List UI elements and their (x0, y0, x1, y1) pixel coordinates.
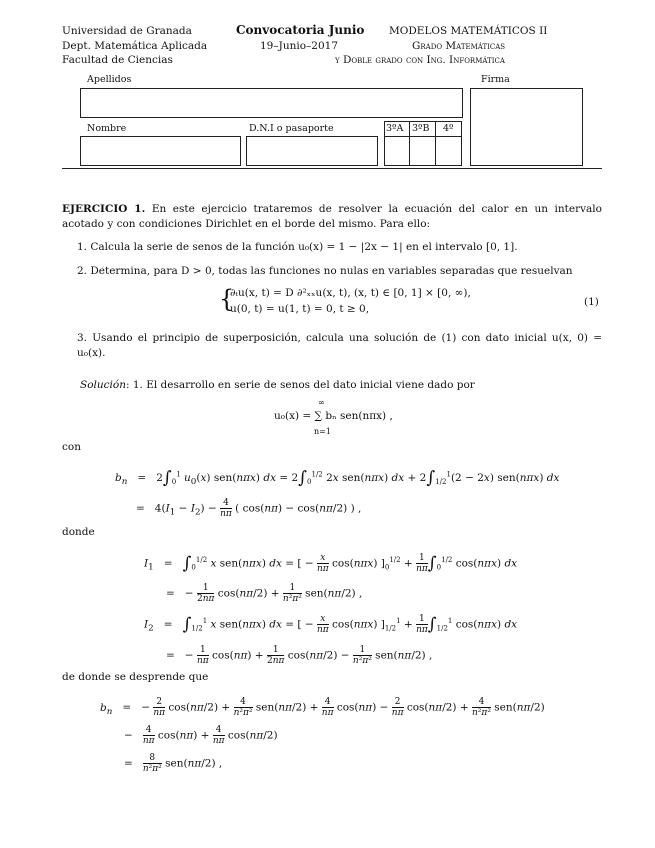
university: Universidad de Granada (62, 25, 192, 37)
nombre-field[interactable] (80, 136, 241, 166)
nombre-label: Nombre (87, 123, 127, 134)
firma-field[interactable] (470, 88, 583, 166)
bn-final-line3: = $\frac{8}{\text{n²π²}}$ sen(nπ/2) , (124, 753, 223, 774)
donde-text: donde (62, 526, 95, 538)
sum-lower: n=1 (314, 427, 331, 436)
solution-label: Solución (80, 379, 126, 391)
faculty: Facultad de Ciencias (62, 54, 173, 66)
bn-line2: = $4(I_1 - I_2)$ − $\frac{4}{n\pi}$ ( cos(nπ) − cos(nπ/2) ) , (136, 498, 362, 519)
solution-intro-text: : 1. El desarrollo en serie de senos del dato inicial viene dado por (125, 379, 475, 391)
degree-line1: Grado Matemáticas (412, 40, 506, 52)
apellidos-label: Apellidos (87, 74, 132, 85)
exercise-item-3: 3. Usando el principio de superposición, calcula una solución de (1) con dato inicial u(x, 0) = u₀(x). (77, 332, 602, 359)
header-rule (62, 168, 602, 169)
equation-number: (1) (584, 296, 599, 308)
exercise-intro-text: En este ejercicio trataremos de resolver la ecuación del calor en un intervalo acotado y con condiciones Dirichlet en el borde del mismo. Para ello: (62, 203, 602, 230)
system-eq1: ∂ₜu(x, t) = D ∂²ₓₓu(x, t), (x, t) ∈ [0, 1] × [0, ∞), (230, 287, 471, 299)
firma-label: Firma (481, 74, 510, 85)
sum-upper: ∞ (318, 398, 325, 407)
solution-intro (80, 378, 602, 393)
dni-label: D.N.I o pasaporte (249, 123, 334, 134)
exercise-intro (62, 202, 602, 232)
course-name: MODELOS MATEMÁTICOS II (389, 25, 548, 37)
department: Dept. Matemática Aplicada (62, 40, 208, 52)
apellidos-field[interactable] (80, 88, 463, 118)
exercise-item-2: 2. Determina, para D > 0, todas las funciones no nulas en variables separadas que resuelvan (77, 265, 573, 277)
i2-line2: = − $\frac{1}{n\pi}$ cos(nπ) + $\frac{1}{2n\pi}$ cos(nπ/2) − $\frac{1}{\text{n²π²}}$ sen(nπ/2) , (166, 645, 433, 666)
bn-final-line1: $b_n$ = − $\frac{2}{n\pi}$ cos(nπ/2) + $\frac{4}{\text{n²π²}}$ sen(nπ/2) + $\frac{4}{n\pi}$ cos(nπ) − $\frac{2}{n\pi}$ cos(nπ/2) + $\frac{4}{\text{n²π²}}$ sen(nπ/2) (100, 697, 545, 718)
group-4-label: 4º (443, 123, 454, 134)
i2-line1: $I_2 = \int_{1/2}^1$ x sen(nπx) dx = [ − $\frac{x}{n\pi}$ cos(nπx) ]$_{1/2}^1$ + $\frac{1}{n\pi}$ $\int_{1/2}^1$ cos(nπx) dx (144, 614, 518, 635)
exercise-item-1: 1. Calcula la serie de senos de la función u₀(x) = 1 − |2x − 1| en el intervalo [0, 1]. (77, 241, 518, 253)
bn-final-line2: − $\frac{4}{n\pi}$ cos(nπ) + $\frac{4}{n\pi}$ cos(nπ/2) (124, 725, 278, 746)
series-formula: u₀(x) = ∑ bₙ sen(nπx) , (274, 410, 393, 422)
group-sep1 (409, 121, 410, 166)
i1-line2: = − $\frac{1}{2n\pi}$ cos(nπ/2) + $\frac{1}{\text{n²π²}}$ sen(nπ/2) , (166, 583, 363, 604)
bn-line1: $b_n = 2\int_0^1$ $u_0(x)$ sen(nπx) dx = $2\int_0^{1/2}$ 2x sen(nπx) dx + $2\int_{1/2}^1(2 - 2x)$ sen(nπx) dx (115, 468, 560, 488)
exercise-heading: EJERCICIO 1. (62, 203, 146, 215)
exam-date: 19–Junio–2017 (260, 40, 338, 52)
group-sep2 (435, 121, 436, 166)
con-text: con (62, 441, 81, 453)
exam-title: Convocatoria Junio (236, 23, 365, 37)
degree-line2: y Doble grado con Ing. Informática (335, 54, 505, 66)
group-3b-label: 3ºB (412, 123, 430, 134)
system-eq2: u(0, t) = u(1, t) = 0, t ≥ 0, (230, 303, 370, 315)
i1-line1: $I_1 = \int_0^{1/2}$ x sen(nπx) dx = [ − $\frac{x}{n\pi}$ cos(nπx) ]$_0^{1/2}$ + $\frac{1}{n\pi}$ $\int_0^{1/2}$ cos(nπx) dx (144, 553, 518, 574)
group-3a-label: 3ºA (386, 123, 404, 134)
system-brace: { (219, 285, 235, 313)
dedonde-text: de donde se desprende que (62, 671, 209, 683)
dni-field[interactable] (246, 136, 378, 166)
group-divider (384, 136, 462, 137)
